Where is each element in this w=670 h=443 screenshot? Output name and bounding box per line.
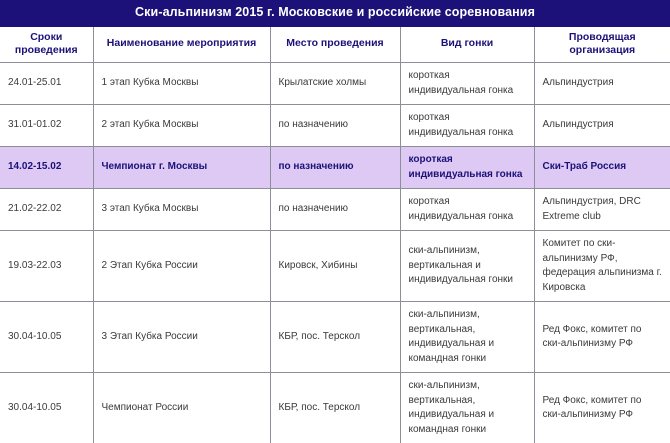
document-title-bar (0, 0, 670, 27)
cell-org: Ред Фокс, комитет по ски-альпинизму РФ (534, 373, 670, 443)
table-row (0, 63, 670, 105)
column-header-name: Наименование мероприятия (93, 27, 270, 63)
cell-name: 3 этап Кубка Москвы (93, 189, 270, 231)
table-header-row (0, 27, 670, 63)
cell-org: Ски-Траб Россия (534, 147, 670, 189)
table-row (0, 147, 670, 189)
cell-type: ски-альпинизм, вертикальная, индивидуальная и командная гонки (400, 302, 534, 373)
cell-org: Комитет по ски-альпинизму РФ, федерация альпинизма г. Кировска (534, 231, 670, 302)
cell-org: Альпиндустрия (534, 63, 670, 105)
cell-place: Крылатские холмы (270, 63, 400, 105)
table-row (0, 302, 670, 373)
column-header-dates: Сроки проведения (0, 27, 93, 63)
cell-type: короткая индивидуальная гонка (400, 189, 534, 231)
cell-type: ски-альпинизм, вертикальная и индивидуальная гонки (400, 231, 534, 302)
cell-type: короткая индивидуальная гонка (400, 63, 534, 105)
cell-name: 1 этап Кубка Москвы (93, 63, 270, 105)
page-title: Ски-альпинизм 2015 г. Московские и российские соревнования (0, 0, 670, 27)
cell-dates: 19.03-22.03 (0, 231, 93, 302)
cell-org: Альпиндустрия (534, 105, 670, 147)
cell-dates: 24.01-25.01 (0, 63, 93, 105)
table-row (0, 105, 670, 147)
cell-place: КБР, пос. Терскол (270, 373, 400, 443)
cell-place: Кировск, Хибины (270, 231, 400, 302)
column-header-type: Вид гонки (400, 27, 534, 63)
cell-type: короткая индивидуальная гонка (400, 105, 534, 147)
cell-name: 2 этап Кубка Москвы (93, 105, 270, 147)
cell-dates: 30.04-10.05 (0, 373, 93, 443)
cell-place: по назначению (270, 105, 400, 147)
cell-name: Чемпионат России (93, 373, 270, 443)
column-header-place: Место проведения (270, 27, 400, 63)
cell-place: по назначению (270, 189, 400, 231)
cell-name: 3 Этап Кубка России (93, 302, 270, 373)
cell-place: КБР, пос. Терскол (270, 302, 400, 373)
cell-name: Чемпионат г. Москвы (93, 147, 270, 189)
cell-dates: 21.02-22.02 (0, 189, 93, 231)
cell-dates: 31.01-01.02 (0, 105, 93, 147)
table-body (0, 63, 670, 443)
cell-org: Ред Фокс, комитет по ски-альпинизму РФ (534, 302, 670, 373)
table-row (0, 189, 670, 231)
table-row (0, 231, 670, 302)
cell-place: по назначению (270, 147, 400, 189)
table-row (0, 373, 670, 443)
cell-dates: 30.04-10.05 (0, 302, 93, 373)
cell-type: ски-альпинизм, вертикальная, индивидуальная и командная гонки (400, 373, 534, 443)
cell-type: короткая индивидуальная гонка (400, 147, 534, 189)
column-header-org: Проводящая организация (534, 27, 670, 63)
cell-org: Альпиндустрия, DRC Extreme club (534, 189, 670, 231)
cell-dates: 14.02-15.02 (0, 147, 93, 189)
cell-name: 2 Этап Кубка России (93, 231, 270, 302)
